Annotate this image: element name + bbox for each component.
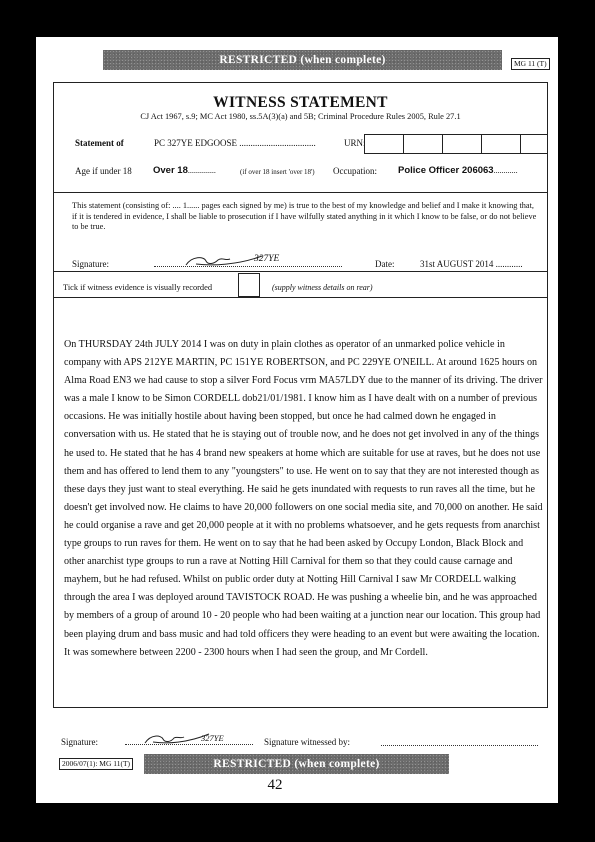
restricted-banner-bottom <box>144 754 449 774</box>
footer-signature-label: Signature: <box>61 737 98 747</box>
urn-box-3[interactable] <box>442 134 482 154</box>
restricted-banner-top <box>103 50 502 70</box>
age-field[interactable] <box>153 165 216 176</box>
divider-after-occupation <box>53 192 547 193</box>
footer-signature-number: 327YE <box>201 733 224 743</box>
age-note: (if over 18 insert 'over 18') <box>240 168 315 176</box>
signature-number: 327YE <box>254 254 280 264</box>
form-subtitle: CJ Act 1967, s.9; MC Act 1980, ss.5A(3)(a) and 5B; Criminal Procedure Rules 2005, Rule 27.1 <box>140 112 461 121</box>
form-code-top: MG 11 (T) <box>511 58 550 70</box>
statement-of-label: Statement of <box>75 138 124 148</box>
occupation-label: Occupation: <box>333 166 377 176</box>
witnessed-by-label: Signature witnessed by: <box>264 737 350 747</box>
page-number: 42 <box>267 777 283 793</box>
statement-body: On THURSDAY 24th JULY 2014 I was on duty in plain clothes as operator of an unmarked police vehicle in company with APS 212YE MARTIN, PC 151YE ROBERTSON, and PC 229YE O'NEILL. At around 1625 hours on Alma Road EN3 we had cause to stop a silver Ford Focus vrm MA57LDY due to the manner of its driving. The driver was a male I know to be Simon CORDELL dob21/01/1981. I know him as I have dealt with on a number of previous occasions. He was initially hostile about having been stopped, but once he had calmed down he engaged in conversation with us. He stated that he is staying out of trouble now, and he does not get involved in any of the things he used to. He stated that he has 4 brand new speakers at home which are suitable for use at raves, but he does not use them and has offered to lend them to any "youngsters" to use. He went on to say that they are not interested though as these days they just want to steal everything. He said he gets inundated with requests to run raves all the time, but he doesn't get involved now. He claims to have 20,000 followers on one social media site, and 70,000 on another. He said he could organise a rave and get 20,000 people at it with no problems whatsoever, and he gets requests from anarchist type groups to run raves for them. He went on to say that he had been asked by Occupy London, Black Block and other anarchist type groups to run a rave at Notting Hill Carnival for them so that they could cause carnage and mayhem, but he had refused. Whilst on public order duty at Notting Hill Carnival I saw Mr CORDELL walking through the area I was deployed around TAVISTOCK ROAD. He was pushing a wheelie bin, and he was approached by members of a group of around 10 - 20 people who had been waiting at a junction near our location. This group had been playing drum and bass music and had told officers they were heading to an event but were awaiting the location. It was somewhere between 2200 - 2300 hours when I had seen the group, and Mr Cordell. <box>64 339 543 658</box>
date-label: Date: <box>375 259 395 269</box>
form-code-bottom: 2006/07(1): MG 11(T) <box>59 758 133 770</box>
urn-box-5[interactable] <box>520 134 548 154</box>
urn-box-1[interactable] <box>364 134 404 154</box>
witnessed-by-field[interactable] <box>381 745 538 747</box>
visual-record-label: Tick if witness evidence is visually recorded <box>63 283 213 292</box>
age-value: Over 18 <box>153 165 188 176</box>
form-title: WITNESS STATEMENT <box>213 94 388 111</box>
age-dots: .............. <box>187 166 216 175</box>
visual-record-checkbox[interactable] <box>238 273 260 297</box>
occupation-field[interactable] <box>398 165 518 176</box>
declaration-text: This statement (consisting of: .... 1...... pages each signed by me) is true to the best of my knowledge and belief and I make it knowing that, if it is tendered in evidence, I shall be liable to prosecution if I have wilfully stated anything in it which I know to be false, or do not believe to be true. <box>72 201 537 231</box>
age-label: Age if under 18 <box>75 166 132 176</box>
restricted-banner-bottom-text: RESTRICTED (when complete) <box>213 758 380 770</box>
visual-record-note: (supply witness details on rear) <box>272 283 373 292</box>
divider-after-signature <box>53 271 547 272</box>
date-value[interactable]: 31st AUGUST 2014 ............ <box>420 259 523 269</box>
occupation-value: Police Officer 206063 <box>398 165 494 176</box>
statement-of-value[interactable]: PC 327YE EDGOOSE .................................. <box>154 138 316 148</box>
urn-box-2[interactable] <box>403 134 443 154</box>
urn-label: URN: <box>344 138 366 148</box>
footer-signature-field[interactable] <box>125 731 255 747</box>
occupation-dots: ............ <box>493 166 518 175</box>
signature-label: Signature: <box>72 259 109 269</box>
signature-field[interactable] <box>154 252 344 270</box>
restricted-banner-top-text: RESTRICTED (when complete) <box>219 54 386 66</box>
divider-after-visual-record <box>53 297 547 298</box>
urn-box-4[interactable] <box>481 134 521 154</box>
